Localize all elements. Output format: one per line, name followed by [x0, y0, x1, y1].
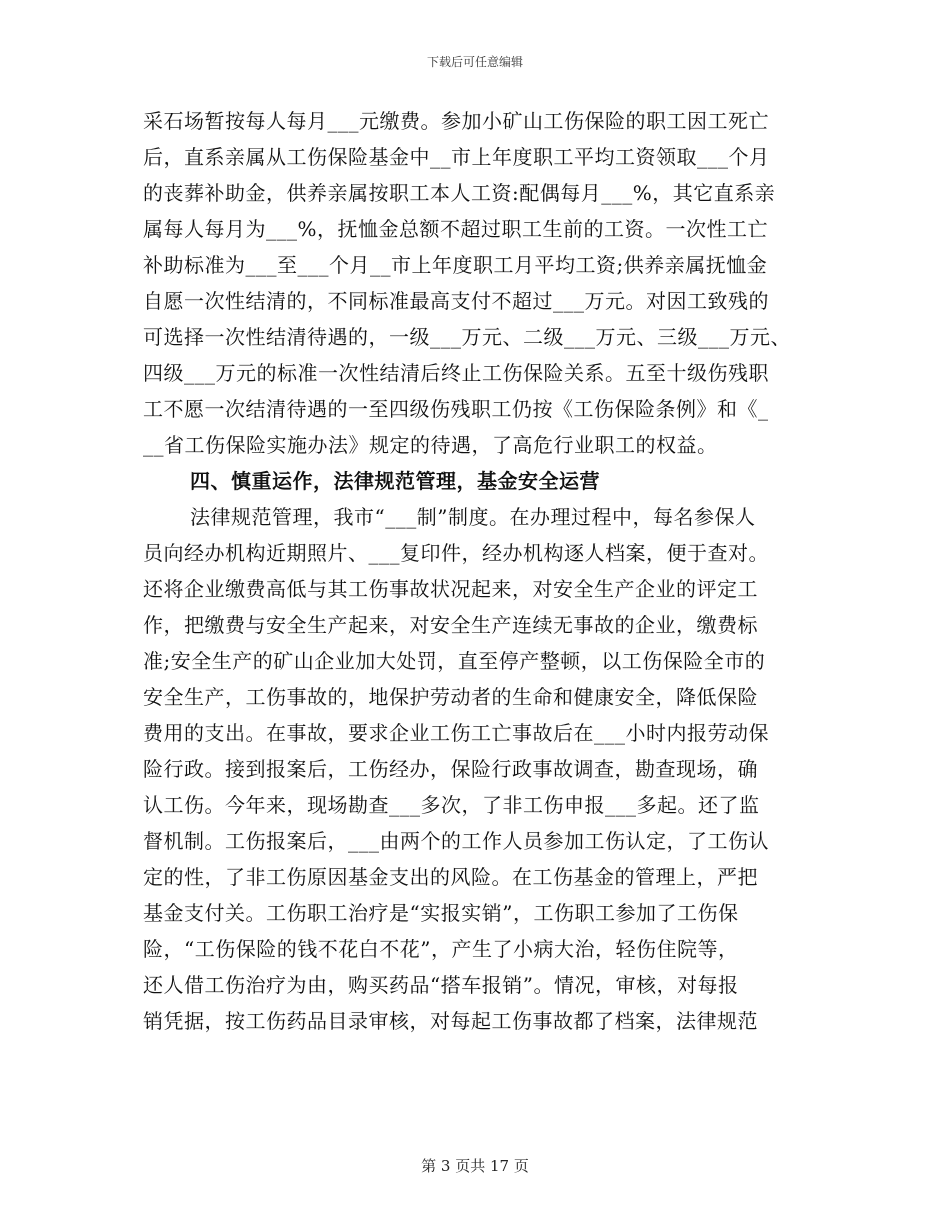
paragraph-line: 法律规范管理，我市“___制”制度。在办理过程中，每名参保人 — [190, 505, 756, 529]
paragraph-line: 还人借工伤治疗为由，购买药品“搭车报销”。情况，审核，对每报 — [143, 973, 739, 997]
paragraph-line: 还将企业缴费高低与其工伤事故状况起来，对安全生产企业的评定工 — [143, 577, 758, 601]
paragraph-line: 采石场暂按每人每月___元缴费。参加小矿山工伤保险的职工因工死亡 — [143, 109, 769, 133]
paragraph-line: 作，把缴费与安全生产起来，对安全生产连续无事故的企业，缴费标 — [143, 613, 758, 637]
paragraph-line: 可选择一次性结清待遇的，一级___万元、二级___万元、三级___万元、 — [143, 325, 791, 349]
paragraph-line: 补助标准为___至___个月__市上年度职工月平均工资;供养亲属抚恤金 — [143, 253, 768, 277]
paragraph-line: 认工伤。今年来，现场勘查___多次，了非工伤申报___多起。还了监 — [143, 793, 760, 817]
paragraph-line: 员向经办机构近期照片、___复印件，经办机构逐人档案，便于查对。 — [143, 541, 769, 565]
paragraph-line: 督机制。工伤报案后，___由两个的工作人员参加工伤认定，了工伤认 — [143, 829, 769, 853]
paragraph-line: 四级___万元的标准一次性结清后终止工伤保险关系。五至十级伤残职 — [143, 361, 769, 385]
paragraph-line: 的丧葬补助金，供养亲属按职工本人工资:配偶每月___%，其它直系亲 — [143, 181, 776, 205]
paragraph-line: 准;安全生产的矿山企业加大处罚，直至停产整顿，以工伤保险全市的 — [143, 649, 766, 673]
paragraph-line: 销凭据，按工伤药品目录审核，对每起工伤事故都了档案，法律规范 — [143, 1009, 758, 1033]
paragraph-line: 属每人每月为___%，抚恤金总额不超过职工生前的工资。一次性工亡 — [143, 217, 769, 241]
section-heading: 四、慎重运作，法律规范管理，基金安全运营 — [190, 469, 600, 493]
paragraph-line: 险行政。接到报案后，工伤经办，保险行政事故调查，勘查现场，确 — [143, 757, 758, 781]
paragraph-line: 基金支付关。工伤职工治疗是“实报实销”，工伤职工参加了工伤保 — [143, 901, 739, 925]
paragraph-line: 险，“工伤保险的钱不花白不花”，产生了小病大治，轻伤住院等， — [143, 937, 739, 961]
paragraph-line: __省工伤保险实施办法》规定的待遇，了高危行业职工的权益。 — [143, 433, 718, 457]
page-number: 第 3 页共 17 页 — [421, 1157, 529, 1175]
page-header-note: 下载后可任意编辑 — [426, 55, 523, 69]
paragraph-line: 定的性，了非工伤原因基金支出的风险。在工伤基金的管理上，严把 — [143, 865, 758, 889]
paragraph-line: 费用的支出。在事故，要求企业工伤工亡事故后在___小时内报劳动保 — [143, 721, 769, 745]
paragraph-line: 工不愿一次结清待遇的一至四级伤残职工仍按《工伤保险条例》和《_ — [143, 397, 769, 421]
paragraph-line: 安全生产，工伤事故的，地保护劳动者的生命和健康安全，降低保险 — [143, 685, 758, 709]
paragraph-line: 后，直系亲属从工伤保险基金中__市上年度职工平均工资领取___个月 — [143, 145, 770, 169]
paragraph-line: 自愿一次性结清的，不同标准最高支付不超过___万元。对因工致残的 — [143, 289, 769, 313]
